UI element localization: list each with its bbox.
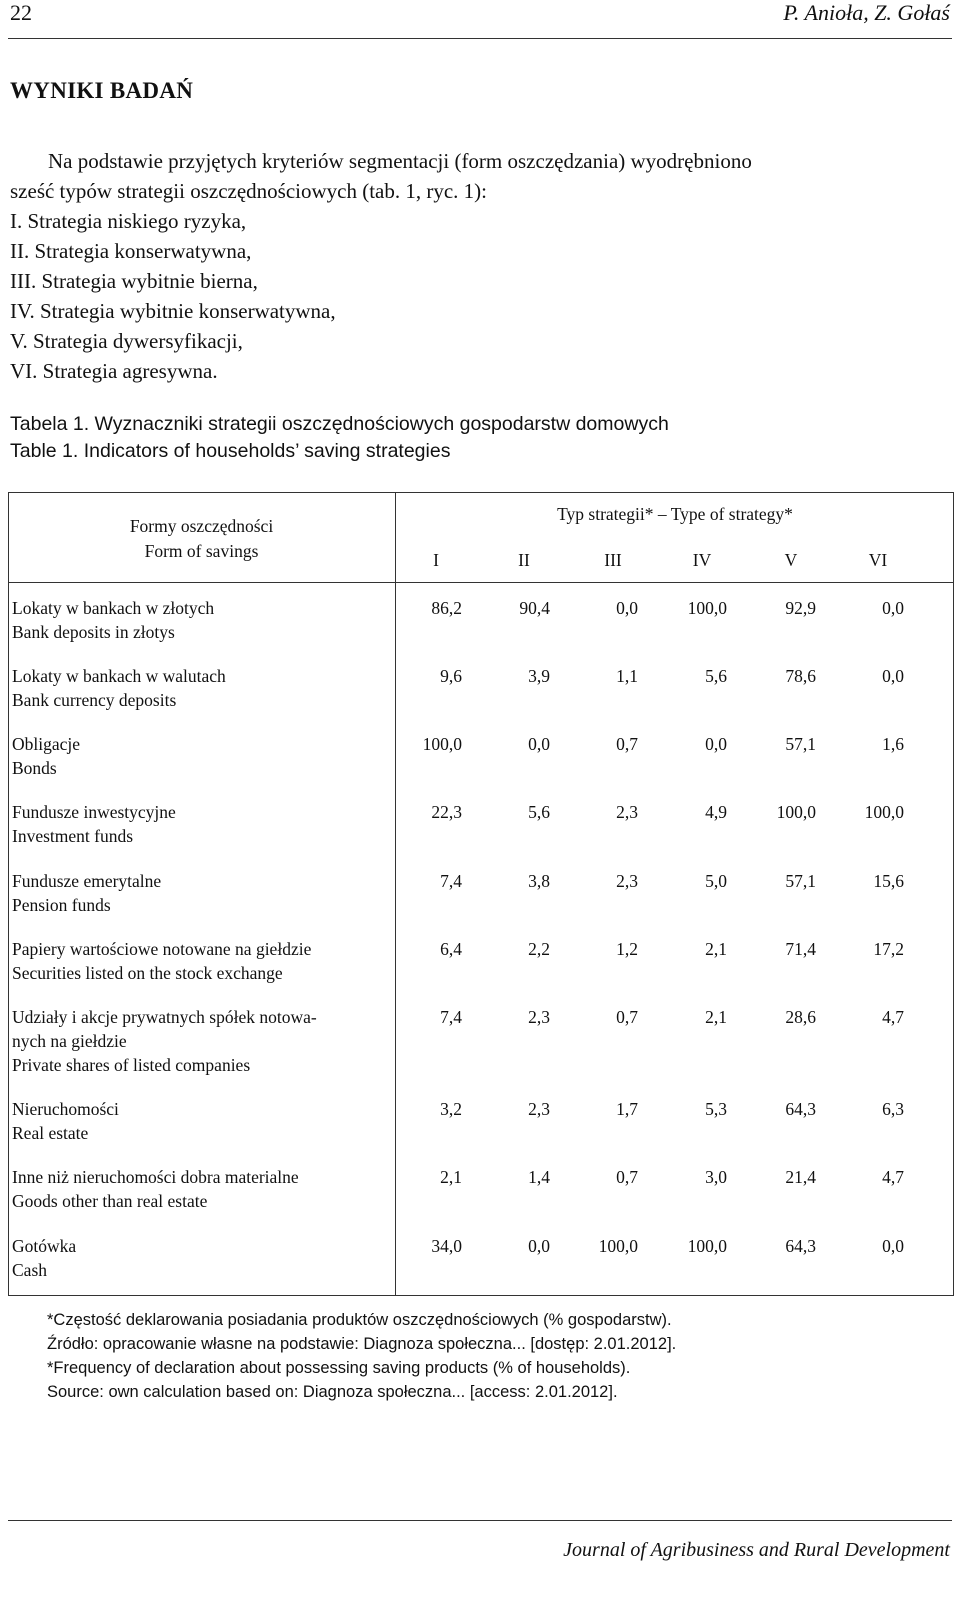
table-cell-III: 1,2 [616, 939, 638, 959]
table-cell-II: 1,4 [528, 1167, 550, 1187]
row-label-line: Bank deposits in złotys [12, 622, 175, 642]
strategy-item: I. Strategia niskiego ryzyka, [10, 209, 247, 233]
row-label-line: Bank currency deposits [12, 690, 177, 710]
table-cell-V: 64,3 [785, 1236, 816, 1256]
row-label-line: Goods other than real estate [12, 1191, 208, 1211]
table-cell-IV: 0,0 [705, 734, 727, 754]
table-cell-III: 0,7 [616, 1007, 638, 1027]
row-label-line: Udziały i akcje prywatnych spółek notowa- [12, 1007, 317, 1027]
table-cell-II: 5,6 [528, 802, 550, 822]
table-cell-II: 2,3 [528, 1099, 550, 1119]
table-cell-III: 1,7 [616, 1099, 638, 1119]
header-form-of-savings [8, 514, 395, 564]
table-cell-VI: 4,7 [882, 1007, 904, 1027]
column-header-III: III [604, 550, 622, 570]
row-label-line: Pension funds [12, 895, 111, 915]
row-label-line: nych na giełdzie [12, 1031, 127, 1051]
strategy-item: II. Strategia konserwatywna, [10, 239, 252, 263]
row-label-line: Papiery wartościowe notowane na giełdzie [12, 939, 312, 959]
running-head-authors: P. Anioła, Z. Gołaś [783, 0, 950, 25]
table-cell-IV: 4,9 [705, 802, 727, 822]
row-label-line: Inne niż nieruchomości dobra materialne [12, 1167, 299, 1187]
table-cell-IV: 5,3 [705, 1099, 727, 1119]
row-label-line: Obligacje [12, 734, 81, 754]
table-cell-VI: 0,0 [882, 598, 904, 618]
row-label-line: Private shares of listed companies [12, 1055, 251, 1075]
page-footer [8, 1520, 952, 1561]
header-strategy-type: Typ strategii* – Type of strategy* [557, 504, 793, 524]
table-cell-IV: 3,0 [705, 1167, 727, 1187]
column-header-VI: VI [868, 550, 888, 570]
strategy-list [10, 206, 940, 386]
strategy-item: IV. Strategia wybitnie konserwatywna, [10, 299, 336, 323]
table-cell-III: 0,7 [616, 734, 638, 754]
row-label [12, 869, 392, 917]
column-header-V: V [784, 550, 798, 570]
table-cell-VI: 1,6 [882, 734, 904, 754]
page-number: 22 [10, 0, 32, 25]
table-cell-I: 7,4 [440, 1007, 462, 1027]
row-label [12, 596, 392, 644]
table-cell-VI: 6,3 [882, 1099, 904, 1119]
table-cell-VI: 0,0 [882, 666, 904, 686]
table-cell-II: 0,0 [528, 734, 550, 754]
table-cell-V: 57,1 [785, 734, 816, 754]
header-form-en: Form of savings [144, 541, 259, 561]
table-cell-V: 64,3 [785, 1099, 816, 1119]
row-label [12, 1234, 392, 1282]
table-cell-II: 90,4 [519, 598, 550, 618]
table-cell-I: 6,4 [440, 939, 462, 959]
table-cell-V: 78,6 [785, 666, 816, 686]
row-label-line: Cash [12, 1260, 47, 1280]
table-cell-VI: 100,0 [864, 802, 904, 822]
table-cell-IV: 5,6 [705, 666, 727, 686]
row-label [12, 800, 392, 848]
row-label [12, 937, 392, 985]
row-label [12, 1165, 392, 1213]
row-label [12, 664, 392, 712]
row-label-line: Real estate [12, 1123, 89, 1143]
row-label-line: Lokaty w bankach w walutach [12, 666, 226, 686]
table-cell-III: 100,0 [598, 1236, 638, 1256]
table-caption [10, 411, 669, 465]
table-cell-IV: 100,0 [687, 1236, 727, 1256]
table-cell-VI: 17,2 [873, 939, 904, 959]
table-cell-III: 2,3 [616, 802, 638, 822]
table-cell-V: 21,4 [785, 1167, 816, 1187]
table-cell-II: 2,3 [528, 1007, 550, 1027]
table-cell-VI: 0,0 [882, 1236, 904, 1256]
row-label-line: Securities listed on the stock exchange [12, 963, 283, 983]
table-cell-V: 71,4 [785, 939, 816, 959]
table-cell-III: 1,1 [616, 666, 638, 686]
row-label-line: Fundusze emerytalne [12, 871, 162, 891]
table-cell-I: 86,2 [431, 598, 462, 618]
savings-table [8, 492, 954, 1296]
strategy-item: V. Strategia dywersyfikacji, [10, 329, 243, 353]
row-label-line: Nieruchomości [12, 1099, 119, 1119]
table-cell-I: 34,0 [431, 1236, 462, 1256]
table-cell-I: 3,2 [440, 1099, 462, 1119]
table-cell-V: 92,9 [785, 598, 816, 618]
table-footnotes [47, 1308, 676, 1404]
column-header-I: I [433, 550, 439, 570]
table-cell-III: 2,3 [616, 871, 638, 891]
table-cell-VI: 4,7 [882, 1167, 904, 1187]
footnote: *Częstość deklarowania posiadania produktów oszczędnościowych (% gospodarstw). [47, 1311, 672, 1329]
table-cell-I: 100,0 [422, 734, 462, 754]
header-form-pl: Formy oszczędności [129, 516, 274, 536]
table-cell-I: 9,6 [440, 666, 462, 686]
footnote: *Frequency of declaration about possessing saving products (% of households). [47, 1359, 631, 1377]
row-label-line: Bonds [12, 758, 57, 778]
table-cell-IV: 5,0 [705, 871, 727, 891]
row-label-line: Fundusze inwestycyjne [12, 802, 176, 822]
table-cell-V: 57,1 [785, 871, 816, 891]
table-cell-V: 28,6 [785, 1007, 816, 1027]
table-cell-IV: 100,0 [687, 598, 727, 618]
table-cell-III: 0,0 [616, 598, 638, 618]
page-header [8, 0, 952, 39]
footnote: Źródło: opracowanie własne na podstawie: Diagnoza społeczna... [dostęp: 2.01.2012]. [47, 1335, 677, 1353]
table-cell-II: 3,9 [528, 666, 550, 686]
row-label-line: Investment funds [12, 826, 134, 846]
table-cell-I: 2,1 [440, 1167, 462, 1187]
table-cell-V: 100,0 [776, 802, 816, 822]
table-cell-III: 0,7 [616, 1167, 638, 1187]
journal-name: Journal of Agribusiness and Rural Development [563, 1539, 950, 1561]
table-caption-en: Table 1. Indicators of households’ saving strategies [10, 440, 451, 462]
table-cell-I: 7,4 [440, 871, 462, 891]
table-cell-II: 3,8 [528, 871, 550, 891]
table-cell-II: 0,0 [528, 1236, 550, 1256]
column-header-II: II [518, 550, 530, 570]
intro-text [10, 146, 940, 386]
intro-paragraph-line2: sześć typów strategii oszczędnościowych (tab. 1, ryc. 1): [10, 179, 488, 203]
intro-paragraph-line1: Na podstawie przyjętych kryteriów segmentacji (form oszczędzania) wyodrębniono [48, 149, 752, 173]
footnote: Source: own calculation based on: Diagnoza społeczna... [access: 2.01.2012]. [47, 1383, 618, 1401]
table-cell-II: 2,2 [528, 939, 550, 959]
strategy-item: VI. Strategia agresywna. [10, 359, 218, 383]
table-cell-VI: 15,6 [873, 871, 904, 891]
row-label [12, 1005, 392, 1077]
table-cell-IV: 2,1 [705, 939, 727, 959]
column-header-IV: IV [692, 550, 712, 570]
table-header-divider [8, 582, 954, 583]
row-label [12, 732, 392, 780]
strategy-item: III. Strategia wybitnie bierna, [10, 269, 258, 293]
table-caption-pl: Tabela 1. Wyznaczniki strategii oszczędnościowych gospodarstw domowych [10, 413, 669, 435]
row-label-line: Gotówka [12, 1236, 77, 1256]
table-cell-I: 22,3 [431, 802, 462, 822]
row-label [12, 1097, 392, 1145]
table-cell-IV: 2,1 [705, 1007, 727, 1027]
row-label-line: Lokaty w bankach w złotych [12, 598, 215, 618]
section-title: WYNIKI BADAŃ [10, 78, 194, 103]
